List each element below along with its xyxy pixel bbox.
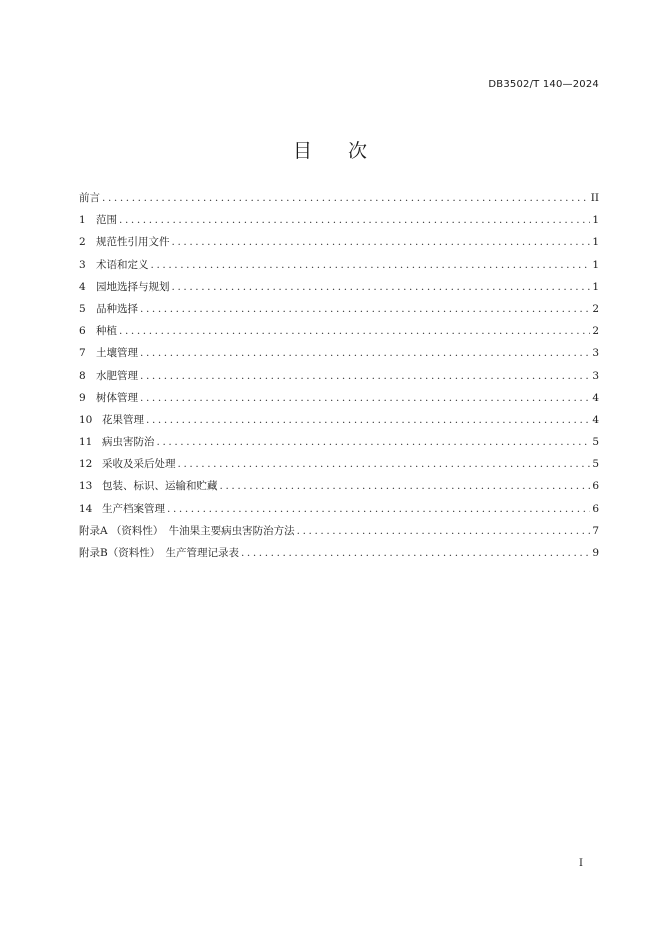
toc-entry-page: 6 [592,502,599,515]
toc-entry-foreword[interactable] [79,190,599,212]
toc-title-part2: 次 [348,140,370,162]
toc-entry-number: 3 [79,258,86,271]
toc-title [0,136,662,163]
toc-leader-dots [241,547,590,559]
toc-entry-label: 附录A （资料性） 牛油果主要病虫害防治方法 [79,524,295,537]
toc-entry-page: 4 [592,391,599,404]
toc-entry-page: 9 [592,547,599,559]
toc-entry-number: 4 [79,280,86,293]
toc-leader-dots [151,259,591,271]
toc-leader-dots [220,480,591,492]
toc-leader-dots [178,458,591,470]
toc-entry-label: 水肥管理 [96,369,138,382]
toc-entry-9[interactable] [79,390,599,412]
toc-entry-page: 3 [592,369,599,382]
toc-leader-dots [102,192,589,204]
toc-entry-number: 9 [79,391,86,404]
toc-entry-number: 13 [79,480,93,493]
toc-entry-4[interactable] [79,279,599,301]
toc-entry-5[interactable] [79,301,599,323]
toc-entry-page: 1 [592,214,599,227]
toc-entry-11[interactable] [79,434,599,456]
toc-entry-12[interactable] [79,456,599,478]
toc-entry-number: 12 [79,458,93,471]
toc-entry-page: 2 [592,302,599,315]
toc-leader-dots [140,303,590,315]
toc-entry-appendix-b[interactable] [79,545,599,567]
toc-entry-page: 5 [592,458,599,471]
toc-entry-page: 7 [592,524,599,537]
toc-entry-page: 3 [592,347,599,360]
toc-entry-2[interactable] [79,234,599,256]
toc-entry-page: 5 [592,436,599,449]
document-code: DB3502/T 140—2024 [488,79,599,90]
toc-leader-dots [140,370,590,382]
toc-entry-number: 8 [79,369,86,382]
toc-list [79,190,599,567]
toc-entry-7[interactable] [79,345,599,367]
toc-entry-3[interactable] [79,257,599,279]
toc-entry-label: 前言 [79,192,100,204]
toc-entry-page: 1 [592,280,599,293]
toc-leader-dots [119,325,590,337]
toc-leader-dots [146,414,590,426]
toc-entry-label: 术语和定义 [96,258,149,271]
toc-leader-dots [140,347,590,359]
toc-leader-dots [119,214,590,226]
toc-entry-13[interactable] [79,478,599,500]
toc-entry-label: 园地选择与规划 [96,280,170,293]
toc-entry-1[interactable] [79,212,599,234]
page-number: I [579,858,583,869]
toc-leader-dots [297,525,591,537]
toc-leader-dots [172,281,591,293]
toc-entry-label: 花果管理 [102,413,144,426]
toc-entry-label: 包装、标识、运输和贮藏 [102,480,218,493]
toc-entry-page: II [590,192,599,204]
toc-entry-label: 品种选择 [96,302,138,315]
toc-entry-page: 6 [592,480,599,493]
toc-entry-number: 5 [79,302,86,315]
toc-entry-label: 生产档案管理 [102,502,165,515]
toc-leader-dots [167,503,590,515]
toc-entry-number: 10 [79,413,93,426]
toc-entry-number: 2 [79,236,86,249]
toc-entry-page: 1 [592,258,599,271]
toc-entry-label: 病虫害防治 [102,436,155,449]
toc-title-part1: 目 [292,140,314,162]
toc-entry-number: 1 [79,214,86,227]
toc-entry-10[interactable] [79,412,599,434]
toc-leader-dots [172,236,591,248]
toc-entry-label: 种植 [96,325,117,338]
toc-entry-page: 2 [592,325,599,338]
toc-entry-14[interactable] [79,501,599,523]
toc-entry-label: 范围 [96,214,117,227]
toc-entry-8[interactable] [79,368,599,390]
toc-entry-number: 6 [79,325,86,338]
toc-entry-label: 附录B（资料性） 生产管理记录表 [79,547,239,559]
toc-leader-dots [157,436,591,448]
toc-entry-label: 规范性引用文件 [96,236,170,249]
toc-entry-page: 4 [592,413,599,426]
toc-entry-number: 7 [79,347,86,360]
toc-entry-label: 采收及采后处理 [102,458,176,471]
toc-entry-number: 11 [79,436,93,449]
toc-entry-6[interactable] [79,323,599,345]
toc-leader-dots [140,392,590,404]
toc-entry-label: 树体管理 [96,391,138,404]
toc-entry-page: 1 [592,236,599,249]
toc-entry-appendix-a[interactable] [79,523,599,545]
toc-entry-label: 土壤管理 [96,347,138,360]
toc-entry-number: 14 [79,502,93,515]
